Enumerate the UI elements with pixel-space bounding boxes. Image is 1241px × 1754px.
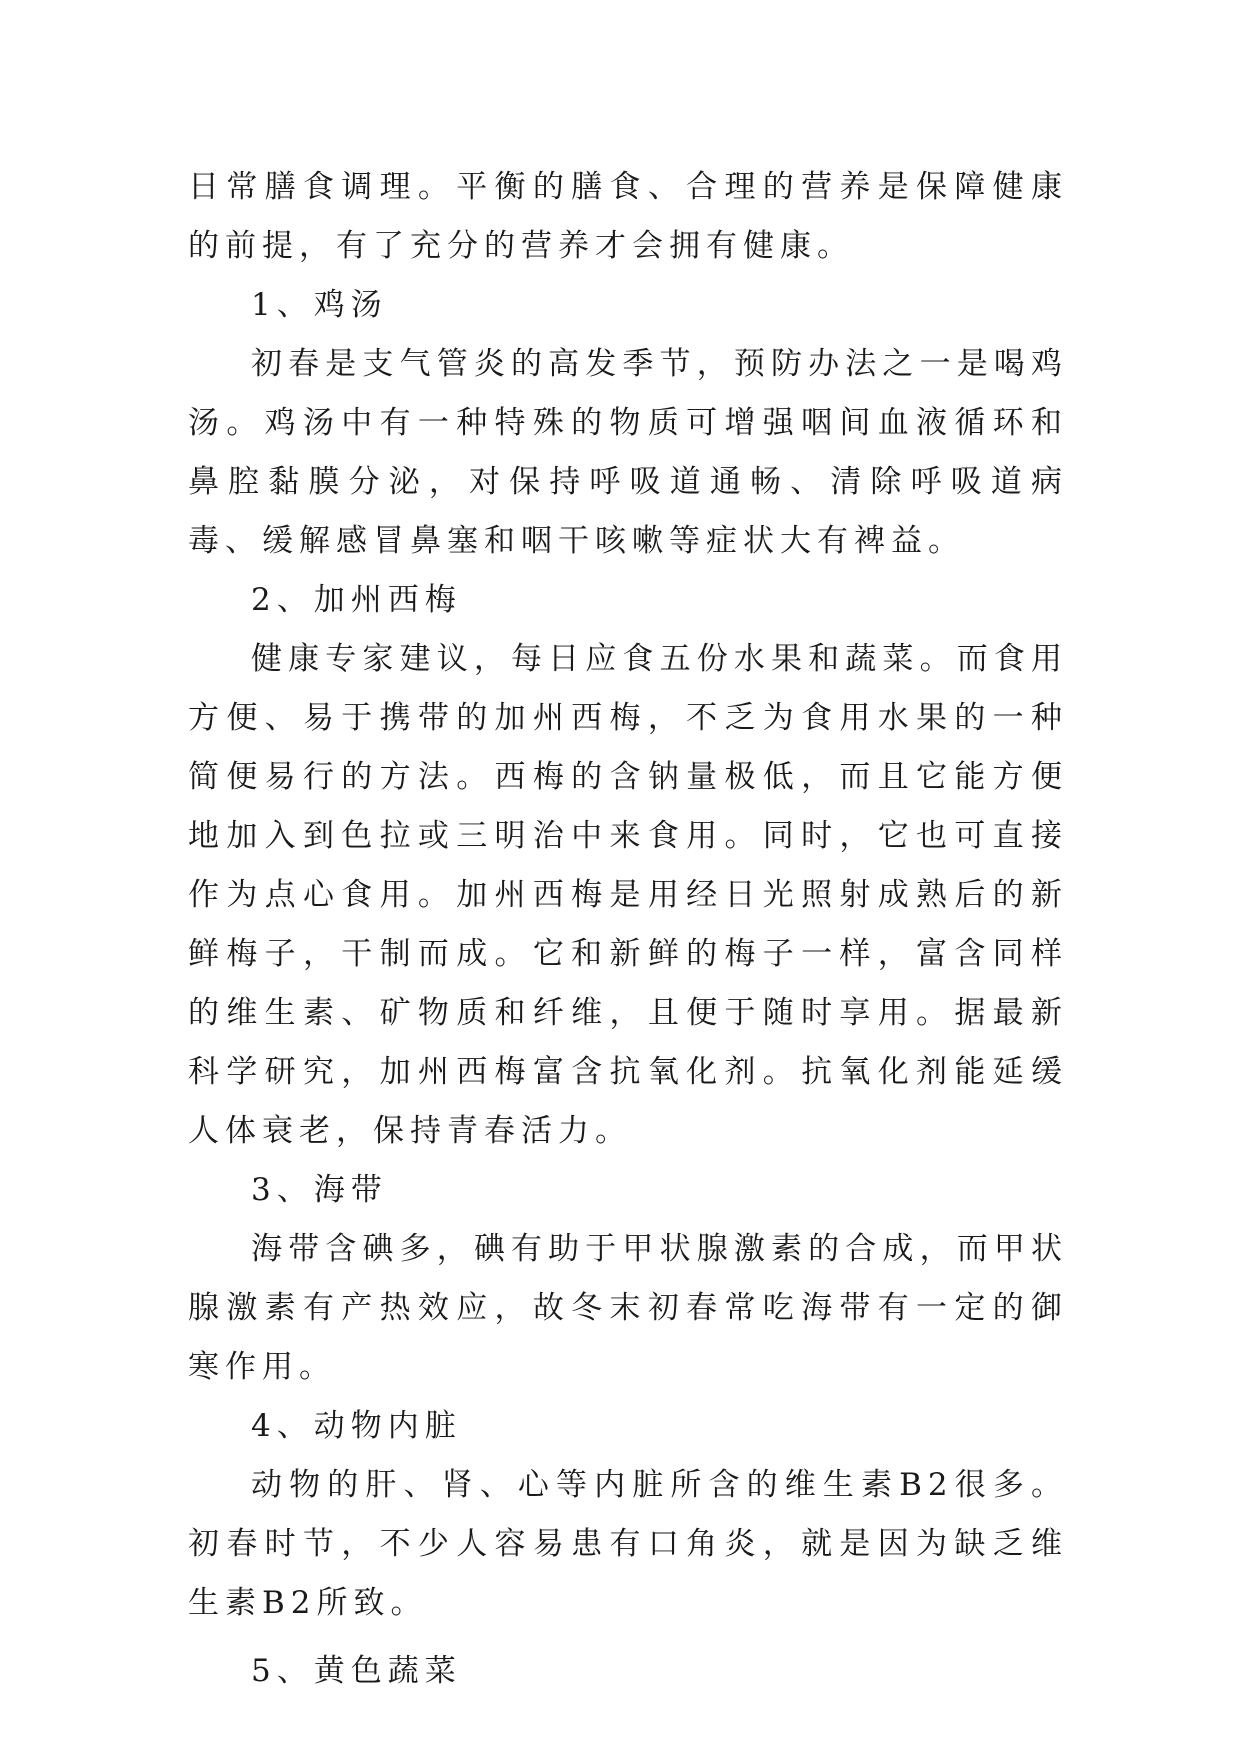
section-heading-chicken-soup: 1、鸡汤 <box>251 287 388 323</box>
section-heading-california-prunes: 2、加州西梅 <box>251 582 462 618</box>
document-body <box>188 158 1068 1701</box>
intro-paragraph: 日常膳食调理。平衡的膳食、合理的营养是保障健康的前提，有了充分的营养才会拥有健康。 <box>188 169 1068 264</box>
section-body-chicken-soup: 初春是支气管炎的高发季节，预防办法之一是喝鸡汤。鸡汤中有一种特殊的物质可增强咽间血液循环和鼻腔黏膜分泌，对保持呼吸道通畅、清除呼吸道病毒、缓解感冒鼻塞和咽干咳嗽等症状大有裨益。 <box>188 346 1068 559</box>
section-body-animal-organs: 动物的肝、肾、心等内脏所含的维生素B2很多。初春时节，不少人容易患有口角炎，就是因为缺乏维生素B2所致。 <box>188 1467 1068 1621</box>
section-heading-kelp: 3、海带 <box>251 1172 388 1208</box>
section-body-kelp: 海带含碘多，碘有助于甲状腺激素的合成，而甲状腺激素有产热效应，故冬末初春常吃海带有一定的御寒作用。 <box>188 1231 1068 1385</box>
section-heading-animal-organs: 4、动物内脏 <box>251 1408 462 1444</box>
section-body-california-prunes: 健康专家建议，每日应食五份水果和蔬菜。而食用方便、易于携带的加州西梅，不乏为食用水果的一种简便易行的方法。西梅的含钠量极低，而且它能方便地加入到色拉或三明治中来食用。同时，它也可直接作为点心食用。加州西梅是用经日光照射成熟后的新鲜梅子，干制而成。它和新鲜的梅子一样，富含同样的维生素、矿物质和纤维，且便于随时享用。据最新科学研究，加州西梅富含抗氧化剂。抗氧化剂能延缓人体衰老，保持青春活力。 <box>188 641 1068 1149</box>
section-heading-yellow-vegetables: 5、黄色蔬菜 <box>251 1653 462 1689</box>
